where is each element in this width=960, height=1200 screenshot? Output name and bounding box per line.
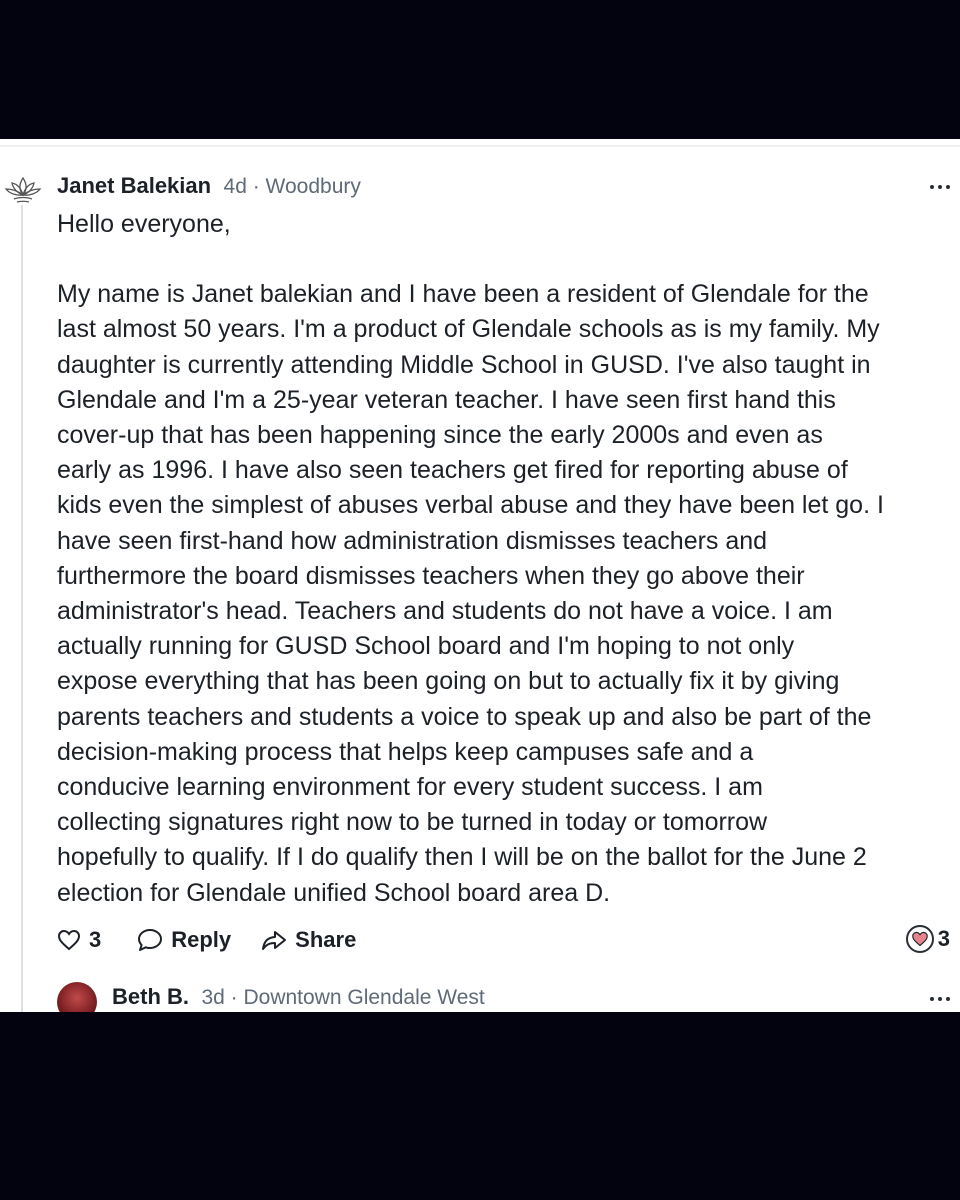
post-line: collecting signatures right now to be turned in today or tomorrow	[57, 808, 768, 837]
avatar[interactable]	[57, 982, 97, 1012]
post-line: decision-making process that helps keep campuses safe and a	[57, 737, 754, 766]
thread-line	[21, 205, 23, 1012]
top-black-bar	[0, 0, 960, 139]
post-line: last almost 50 years. I'm a product of Glendale schools as is my family. My	[57, 315, 880, 344]
post-line: actually running for GUSD School board and I'm hoping to not only	[57, 632, 795, 661]
more-options-icon[interactable]	[930, 177, 950, 197]
more-options-icon[interactable]	[930, 989, 950, 1009]
like-count: 3	[89, 927, 102, 952]
post-line: administrator's head. Teachers and students do not have a voice. I am	[57, 597, 833, 626]
speech-bubble-icon	[137, 928, 163, 952]
share-label: Share	[295, 927, 357, 952]
reaction-summary[interactable]	[906, 925, 950, 953]
post-actions	[57, 925, 356, 955]
bottom-black-bar	[0, 1012, 960, 1200]
post-line: hopefully to qualify. If I do qualify then I will be on the ballot for the June 2	[57, 843, 867, 872]
post-text	[57, 277, 957, 911]
post-line: parents teachers and students a voice to speak up and also be part of the	[57, 702, 872, 731]
like-button[interactable]	[57, 927, 101, 953]
reply-button[interactable]	[137, 927, 231, 953]
author-name[interactable]: Janet Balekian	[57, 173, 212, 198]
post-greeting: Hello everyone,	[57, 210, 231, 238]
reply-author-name[interactable]: Beth B.	[112, 984, 189, 1009]
post-line: kids even the simplest of abuses verbal abuse and they have been let go. I	[57, 491, 884, 520]
post-header	[57, 173, 361, 203]
post-line: Glendale and I'm a 25-year veteran teacher. I have seen first hand this	[57, 385, 836, 414]
post-panel	[0, 139, 960, 1012]
reaction-count: 3	[937, 926, 950, 951]
post-line: cover-up that has been happening since the early 2000s and even as	[57, 421, 823, 450]
post-body	[57, 207, 957, 911]
post-line: furthermore the board dismisses teachers when they go above their	[57, 561, 805, 590]
reply-header	[112, 984, 485, 1010]
divider	[0, 145, 960, 147]
post-meta: 4d · Woodbury	[223, 175, 361, 198]
post-line: My name is Janet balekian and I have been a resident of Glendale for the	[57, 280, 869, 309]
reply-label: Reply	[171, 927, 232, 952]
share-button[interactable]	[261, 927, 356, 953]
share-arrow-icon	[261, 929, 287, 951]
heart-reaction-icon	[906, 925, 934, 953]
post-line: have seen first-hand how administration dismisses teachers and	[57, 526, 768, 555]
post-line: election for Glendale unified School board area D.	[57, 878, 611, 907]
lotus-avatar-icon[interactable]	[4, 174, 42, 204]
reply-meta: 3d · Downtown Glendale West	[201, 986, 485, 1009]
post-line: daughter is currently attending Middle School in GUSD. I've also taught in	[57, 350, 871, 379]
post-line: expose everything that has been going on but to actually fix it by giving	[57, 667, 840, 696]
post-line: conducive learning environment for every student success. I am	[57, 773, 763, 802]
post-line: early as 1996. I have also seen teachers get fired for reporting abuse of	[57, 456, 848, 485]
heart-outline-icon	[57, 929, 81, 951]
